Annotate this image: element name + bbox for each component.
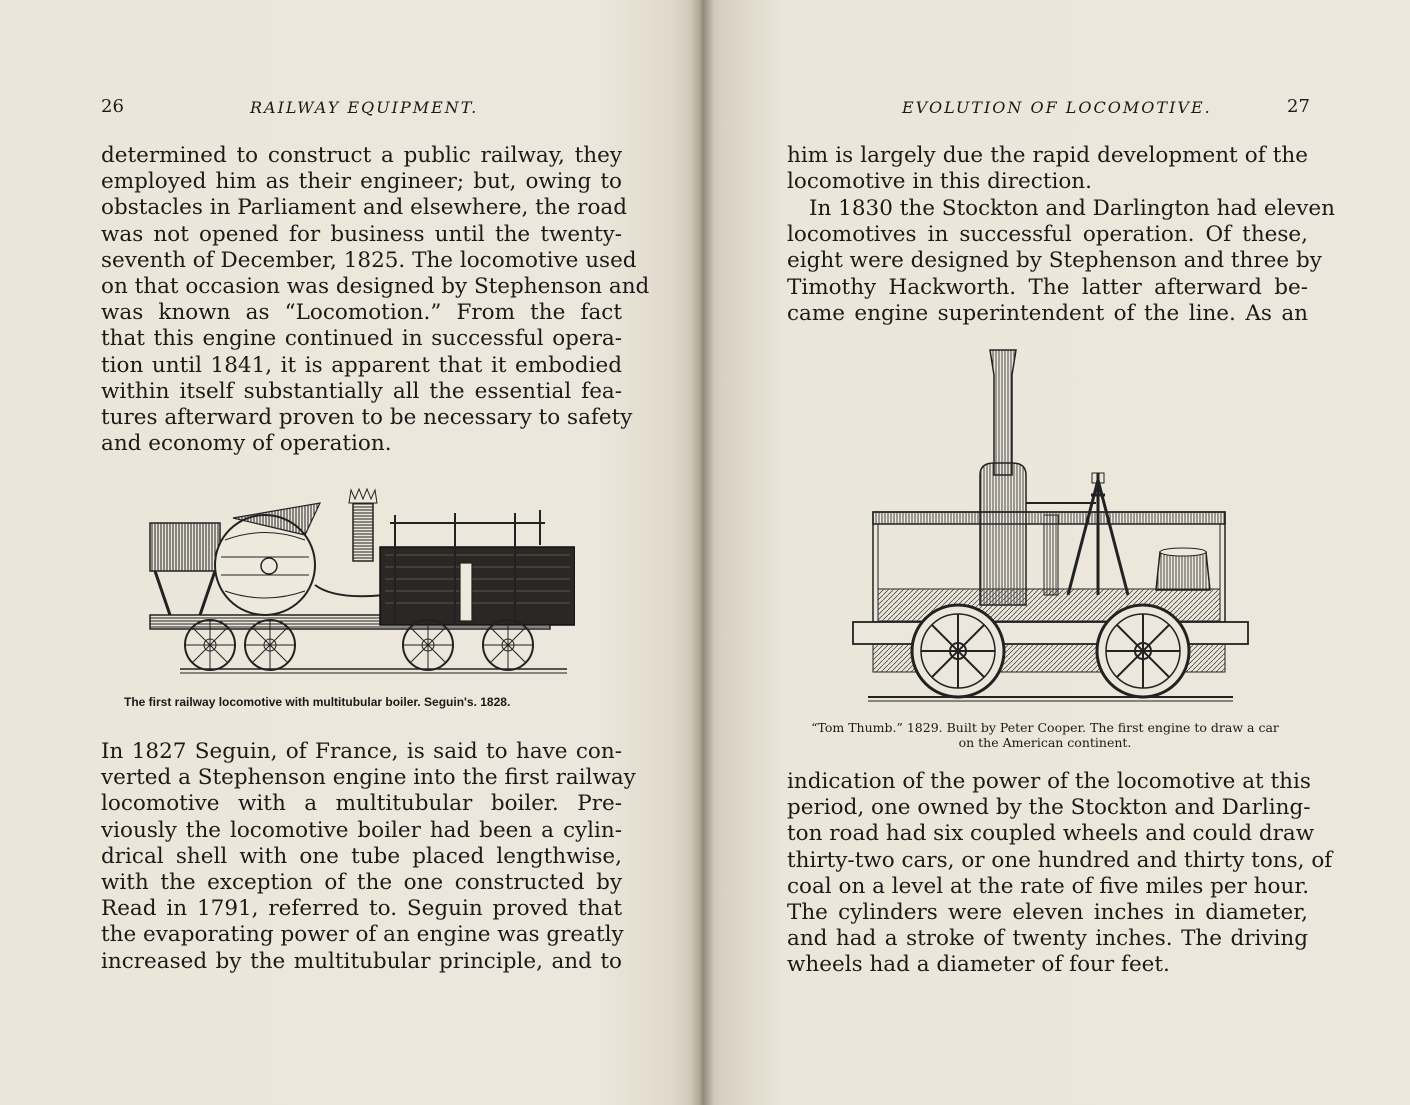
text-line: on that occasion was designed by Stephenson and [101, 274, 650, 300]
caption-line-1: “Tom Thumb.” 1829. Built by Peter Cooper. The first engine to draw a car [811, 720, 1279, 735]
text-line: tures afterward proven to be necessary to safety [101, 405, 633, 431]
left-page-header [0, 96, 700, 122]
text-line: that this engine continued in successful opera- [101, 326, 622, 352]
text-line: In 1827 Seguin, of France, is said to have con- [101, 739, 622, 764]
text-line: The cylinders were eleven inches in diameter, [787, 900, 1308, 926]
text-line: coal on a level at the rate of five miles per hour. [787, 873, 1310, 899]
text-line: viously the locomotive boiler had been a cylin- [101, 817, 622, 843]
text-line: was not opened for business until the twenty- [101, 221, 622, 247]
text-line: locomotives in successful operation. Of these, [787, 222, 1308, 248]
text-line: determined to construct a public railway, they [101, 143, 622, 168]
text-line: and had a stroke of twenty inches. The driving [787, 926, 1308, 952]
seguin-locomotive-illustration [145, 485, 575, 680]
left-figure-caption: The first railway locomotive with multitubular boiler. Seguin's. 1828. [124, 695, 511, 709]
text-line: locomotive in this direction. [787, 169, 1092, 195]
text-line: with the exception of the one constructed by [101, 870, 622, 896]
text-line: indication of the power of the locomotive at this [787, 769, 1311, 794]
text-line: drical shell with one tube placed lengthwise, [101, 843, 622, 869]
right-figure-caption [780, 720, 1310, 750]
text-line: within itself substantially all the essential fea- [101, 378, 622, 404]
left-page [0, 0, 700, 1105]
text-line: ton road had six coupled wheels and could draw [787, 821, 1315, 847]
text-line: seventh of December, 1825. The locomotive used [101, 247, 637, 273]
text-line: wheels had a diameter of four feet. [787, 952, 1170, 978]
right-page [700, 0, 1410, 1105]
text-line: him is largely due the rapid development of the [787, 143, 1308, 168]
text-line: eight were designed by Stephenson and three by [787, 248, 1322, 274]
text-line: In 1830 the Stockton and Darlington had eleven [809, 196, 1335, 221]
text-line: Read in 1791, referred to. Seguin proved that [101, 896, 622, 922]
left-running-title: RAILWAY EQUIPMENT. [250, 98, 479, 117]
text-line: obstacles in Parliament and elsewhere, the road [101, 195, 627, 221]
left-page-number: 26 [101, 96, 124, 117]
text-line: tion until 1841, it is apparent that it embodied [101, 352, 622, 378]
tom-thumb-illustration [848, 345, 1253, 710]
right-paragraph-1 [787, 143, 1308, 195]
caption-line-2: on the American continent. [958, 735, 1132, 750]
text-line: thirty-two cars, or one hundred and thirty tons, of [787, 847, 1333, 873]
text-line: was known as “Locomotion.” From the fact [101, 300, 622, 326]
text-line: locomotive with a multitubular boiler. Pre- [101, 791, 622, 817]
text-line: increased by the multitubular principle, and to [101, 948, 622, 974]
right-page-number: 27 [1287, 96, 1310, 117]
text-line: and economy of operation. [101, 431, 392, 457]
text-line: came engine superintendent of the line. As an [787, 300, 1308, 326]
text-line: the evaporating power of an engine was greatly [101, 922, 624, 948]
right-paragraph-3 [787, 769, 1333, 979]
right-running-title: EVOLUTION OF LOCOMOTIVE. [902, 98, 1212, 117]
text-line: Timothy Hackworth. The latter afterward be- [787, 274, 1308, 300]
left-paragraph-2 [101, 739, 636, 975]
right-paragraph-2 [787, 196, 1335, 327]
book-gutter [690, 0, 714, 1105]
text-line: employed him as their engineer; but, owing to [101, 169, 622, 195]
left-paragraph-1 [101, 143, 650, 457]
text-line: period, one owned by the Stockton and Darling- [787, 795, 1311, 821]
right-page-header [700, 96, 1410, 122]
text-line: verted a Stephenson engine into the first railway [101, 765, 636, 791]
